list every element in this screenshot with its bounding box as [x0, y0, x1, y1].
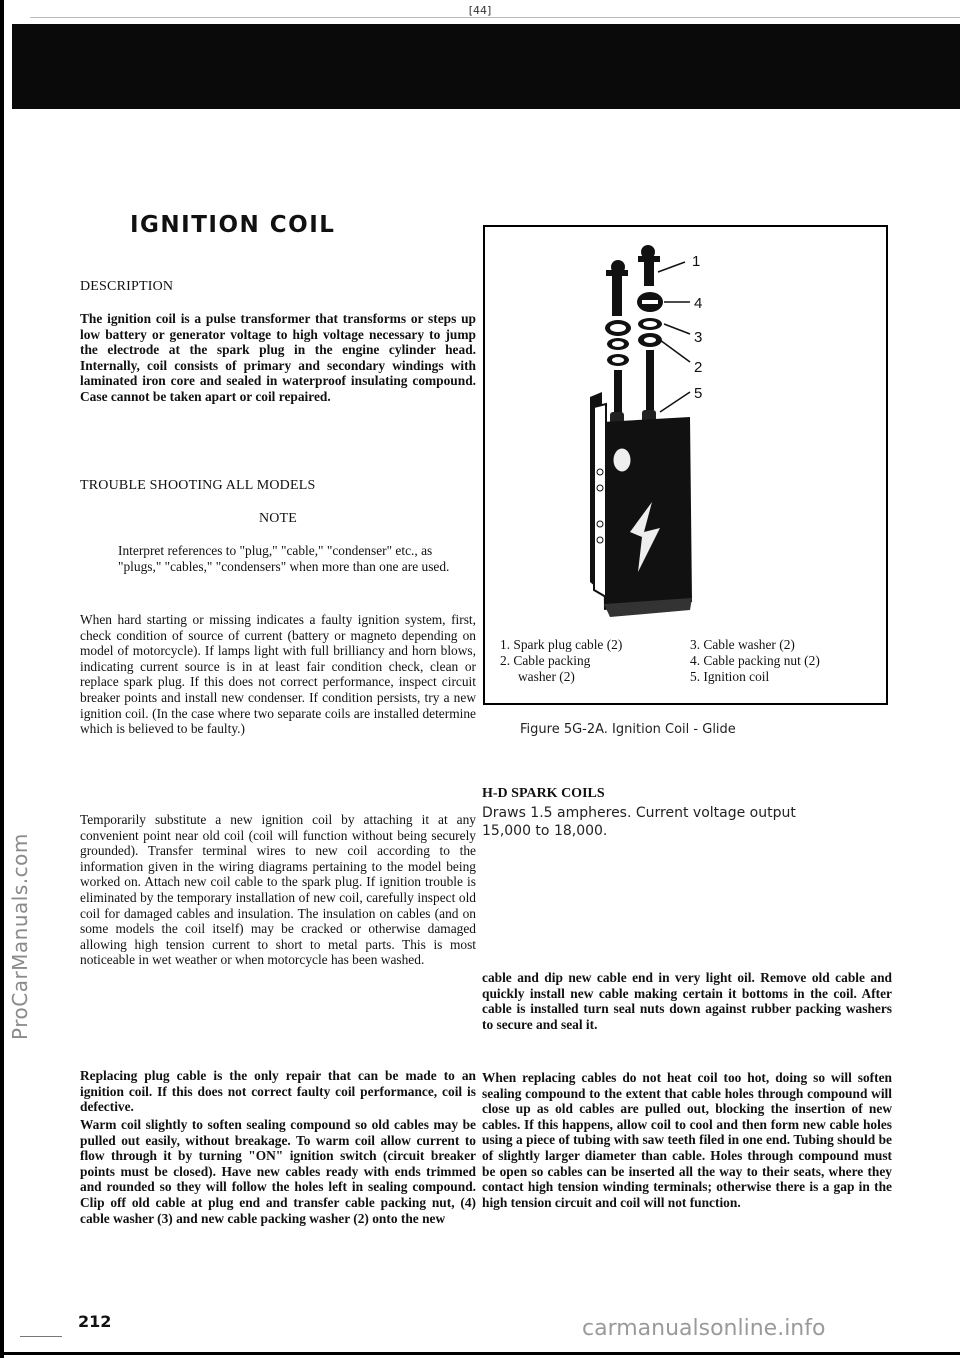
spark-coils-heading: H-D SPARK COILS: [482, 786, 605, 801]
page-title: IGNITION COIL: [130, 212, 336, 238]
paragraph-replacing-cables: When replacing cables do not heat coil too hot, doing so will soften sealing compound to the extent that cable holes through compound will close up as old cables are pulled out, blocking the insertion of new cables. If this happens, allow coil to cool and then form new cable holes using a piece of tubing with saw teeth filed in one end. Tubing should be of slightly larger diameter than cable. Holes through compound must be open so cables can be inserted all the way to their seats, where they contact high tension winding terminals; otherwise there is a gap in the high tension circuit and coil will not function.: [482, 1070, 892, 1210]
paragraph-install-cable: cable and dip new cable end in very light oil. Remove old cable and quickly install new cable making certain it bottoms in the coil. After cable is installed turn seal nuts down against rubber packing washers to secure and seal it.: [482, 970, 892, 1032]
legend-item: 3. Cable washer (2): [690, 637, 795, 652]
callout-2: 2: [694, 359, 703, 376]
legend-item: washer (2): [518, 669, 575, 684]
spark-coils-text: Draws 1.5 ampheres. Current voltage output 15,000 to 18,000.: [482, 805, 796, 839]
ignition-coil-illustration: [580, 232, 800, 632]
header-banner: [12, 24, 960, 109]
figure-caption: Figure 5G-2A. Ignition Coil - Glide: [520, 722, 736, 737]
paragraph-substitute-coil: Temporarily substitute a new ignition coil by attaching it at any convenient point near old coil (coil will function without being securely grounded). Transfer terminal wires to new coil according to the information given in the wiring diagrams pertaining to the model being worked on. Attach new coil cable to the spark plug. If ignition trouble is eliminated by the temporary installation of new coil, carefully inspect old coil for damaged cables and insulation. The insulation on cables (and on some models the coil itself) may be cracked or otherwise damaged allowing high tension current to short to metal parts. This is most noticeable in wet weather or when motorcycle has been washed.: [80, 812, 476, 968]
bottom-watermark: carmanualsonline.info: [582, 1316, 826, 1341]
callout-1: 1: [692, 253, 701, 270]
description-heading: DESCRIPTION: [80, 279, 174, 294]
paragraph-warm-coil: Warm coil slightly to soften sealing compound so old cables may be pulled out easily, without breakage. To warm coil allow current to flow through it by turning "ON" ignition switch (circuit breaker points must be closed). Have new cables ready with ends trimmed and rounded so they will follow the holes left in sealing compound. Clip off old cable at plug end and transfer cable packing nut, (4) cable washer (3) and new cable packing washer (2) onto the new: [80, 1117, 476, 1226]
left-edge-rule: [0, 0, 4, 1358]
callout-5: 5: [694, 385, 703, 402]
figure-box: [483, 225, 888, 705]
footer-rule: [20, 1336, 62, 1337]
trouble-shooting-heading: TROUBLE SHOOTING ALL MODELS: [80, 478, 316, 493]
callout-3: 3: [694, 329, 703, 346]
paragraph-replacing-cable: Replacing plug cable is the only repair that can be made to an ignition coil. If this does not correct faulty coil performance, coil is defective.: [80, 1068, 476, 1115]
legend-item: 5. Ignition coil: [690, 669, 770, 684]
bottom-edge-rule: [0, 1352, 960, 1355]
note-text: Interpret references to "plug," "cable," "condenser" etc., as "plugs," "cables," "condensers" when more than one are used.: [118, 543, 450, 574]
side-watermark: ProCarManuals.com: [8, 833, 32, 1040]
note-heading: NOTE: [258, 511, 298, 526]
paragraph-hard-starting: When hard starting or missing indicates a faulty ignition system, first, check condition of source of current (battery or magneto depending on model of motorcycle). If lamps light with full brilliancy and horn blows, indicating current source is in at least fair condition check, clean or replace spark plug. If this does not correct performance, inspect circuit breaker points and install new condenser. If condition persists, try a new ignition coil. (In the case where two separate coils are installed determine which is believed to be faulty.): [80, 612, 476, 737]
sheet-number: [44]: [468, 4, 492, 17]
legend-item: 4. Cable packing nut (2): [690, 653, 820, 668]
callout-4: 4: [694, 295, 703, 312]
legend-item: 1. Spark plug cable (2): [500, 637, 623, 652]
legend-item: 2. Cable packing: [500, 653, 591, 668]
top-separator: [30, 17, 960, 18]
description-paragraph: The ignition coil is a pulse transformer that transforms or steps up low battery or generator voltage to high voltage necessary to jump the electrode at the spark plug in the engine cylinder head. Internally, coil consists of primary and secondary windings with laminated iron core and sealed in waterproof insulating compound. Case cannot be taken apart or coil repaired.: [80, 311, 476, 404]
page-number: 212: [78, 1312, 112, 1331]
ignition-coil-icon: [590, 392, 692, 617]
